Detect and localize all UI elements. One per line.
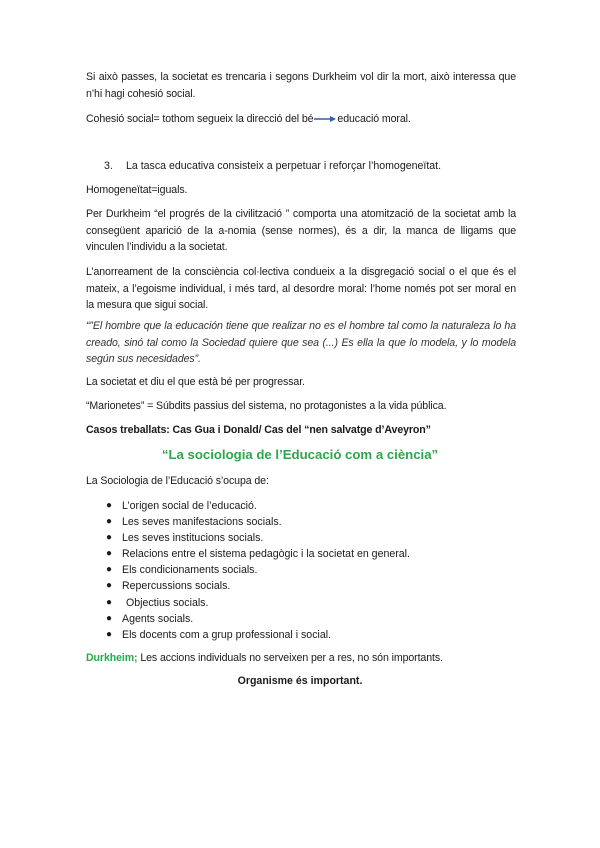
paragraph-durkheim-individual — [86, 650, 516, 667]
bullet-icon: ● — [106, 612, 113, 624]
paragraph-case-studies: Casos treballats: Cas Gua i Donald/ Cas del “nen salvatge d’Aveyron” — [86, 424, 431, 436]
list-item: ● Relacions entre el sistema pedagògic i la societat en general. — [106, 546, 526, 562]
bullet-icon: ● — [106, 596, 113, 608]
bullet-icon: ● — [106, 500, 113, 511]
list-item: ● Repercussions socials. — [106, 578, 526, 594]
bullet-icon: ● — [106, 564, 113, 576]
quote-education: “”El hombre que la educación tiene que realizar no es el hombre tal como la naturaleza lo ha creado, sinó tal como la Sociedad quiere que sea (...) Es ella la que lo modela, y lo modela según sus necesidades”. — [86, 320, 516, 365]
bullet-list — [106, 498, 526, 643]
paragraph-durkheim-progress: Per Durkheim “el progrés de la civilització ” comporta una atomització de la societat amb la consegüent aparició de la a-nomia (sense normes), és a dir, la manca de lligams que vinculen l’individu a la societat. — [86, 208, 516, 253]
durkheim-text: Les accions individuals no serveixen per a res, no són importants. — [137, 652, 443, 664]
list-number-3: 3. — [104, 160, 113, 172]
bullet-icon: ● — [106, 548, 113, 560]
bullet-icon: ● — [106, 628, 113, 640]
paragraph-cohesion-definition — [86, 111, 516, 128]
arrow-right-icon — [314, 115, 336, 123]
paragraph-marionettes: “Marionetes” = Súbdits passius del sistema, no protagonistes a la vida pública. — [86, 400, 447, 412]
paragraph-homogeneity: Homogeneïtat=iguals. — [86, 184, 188, 196]
paragraph-collective-conscience: L’anorreament de la consciència col·lectiva condueix a la disgregació social o el que és el mateix, a l’egoisme individual, i més tard, al desordre moral: l’home només pot ser moral en la mesura que sigui social. — [86, 266, 516, 311]
paragraph-cohesion: Si això passes, la societat es trencaria i segons Durkheim vol dir la mort, això interessa que n’hi hagi cohesió social. — [86, 71, 516, 100]
bullet-icon: ● — [106, 532, 113, 544]
paragraph-society-progress: La societat et diu el que està bé per progressar. — [86, 376, 305, 388]
list-item: ● Agents socials. — [106, 611, 526, 627]
list-item-3-text: La tasca educativa consisteix a perpetuar i reforçar l’homogeneïtat. — [126, 160, 442, 172]
durkheim-label: Durkheim; — [86, 652, 138, 664]
closing-statement: Organisme és important. — [237, 675, 363, 687]
list-item: ● Les seves manifestacions socials. — [106, 514, 526, 530]
list-item: ● Objectius socials. — [106, 595, 526, 611]
list-item: ● Els condicionaments socials. — [106, 562, 526, 578]
list-item: ● Els docents com a grup professional i social. — [106, 627, 526, 643]
bullet-icon: ● — [106, 580, 113, 592]
moral-education-text: educació moral. — [337, 113, 411, 125]
list-item: ● L’origen social de l’educació. — [106, 498, 526, 514]
list-item: ● Les seves institucions socials. — [106, 530, 526, 546]
section-heading: “La sociologia de l’Educació com a ciència” — [161, 447, 439, 462]
intro-text: La Sociologia de l’Educació s’ocupa de: — [86, 475, 269, 487]
bullet-icon: ● — [106, 516, 113, 528]
cohesion-definition-text: Cohesió social= tothom segueix la direcció del bé — [86, 113, 314, 125]
